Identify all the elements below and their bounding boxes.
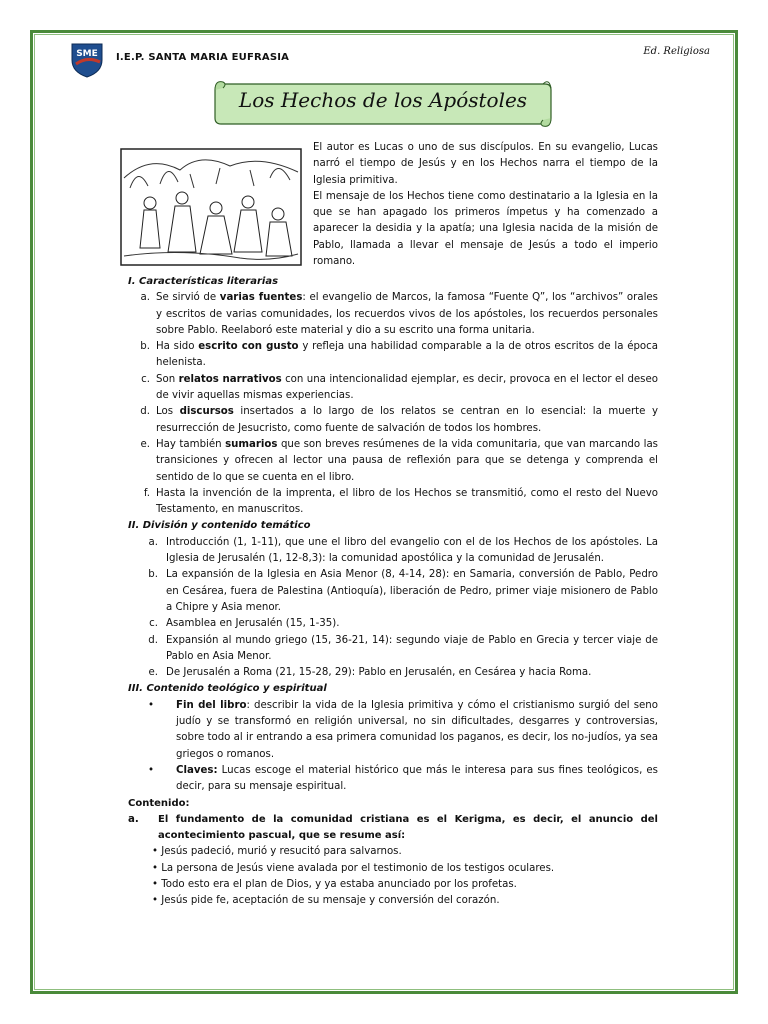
list-item bbox=[128, 486, 658, 519]
intro-text bbox=[313, 140, 658, 270]
item-text: De Jerusalén a Roma (21, 15-28, 29): Pablo en Jerusalén, en Cesárea y hacia Roma. bbox=[166, 667, 592, 679]
list-item bbox=[128, 567, 658, 616]
item-label: a. bbox=[140, 292, 150, 304]
item-text: La expansión de la Iglesia en Asia Menor (8, 4-14, 28): en Samaria, conversión de Pablo, Pedro en Cesárea, fuera de Palestina (Antioquía), liberación de Pedro, primer viaje misionero de Pablo a Chipre y Asia menor. bbox=[166, 569, 658, 613]
item-label: e. bbox=[148, 667, 158, 679]
contenido-heading: Contenido: bbox=[128, 797, 190, 809]
list-item bbox=[128, 812, 658, 845]
item-label: d. bbox=[140, 406, 150, 418]
item-text: Se sirvió de varias fuentes: el evangelio de Marcos, la famosa “Fuente Q”, los “archivos” orales y escritos de varias comunidades, los recuerdos vivos de los apóstoles, los recuerdos personales sobre Pablo. Reelaboró este material y dio a su escrito una forma unitaria. bbox=[156, 292, 658, 336]
section-heading: I. Características literarias bbox=[128, 276, 279, 287]
item-text: Hasta la invención de la imprenta, el libro de los Hechos se transmitió, como el resto del Nuevo Testamento, en manuscritos. bbox=[156, 487, 658, 516]
school-name: I.E.P. SANTA MARIA EUFRASIA bbox=[116, 52, 290, 63]
item-text: Los discursos insertados a lo largo de los relatos se centran en lo esencial: la muerte y resurrección de Jesucristo, como fuente de salvación de todos los hombres. bbox=[156, 406, 658, 434]
kerigma-point: • Jesús pide fe, aceptación de su mensaje y conversión del corazón. bbox=[152, 895, 500, 907]
list-item bbox=[128, 437, 658, 486]
item-text: Claves: Lucas escoge el material histórico que más le interesa para sus fines teológicos, es decir, para su mensaje espiritual. bbox=[176, 764, 658, 793]
list-item bbox=[128, 633, 658, 666]
item-label: f. bbox=[143, 487, 150, 499]
item-label: a. bbox=[148, 536, 158, 548]
item-label: b. bbox=[148, 569, 158, 581]
item-label: c. bbox=[141, 373, 150, 385]
kerigma-point: • Jesús padeció, murió y resucitó para salvarnos. bbox=[152, 846, 402, 858]
section-heading: II. División y contenido temático bbox=[128, 520, 311, 532]
item-label: b. bbox=[140, 341, 150, 353]
list-item bbox=[128, 404, 658, 437]
apostles-illustration bbox=[120, 148, 302, 266]
list-item bbox=[128, 535, 658, 568]
intro-paragraph: El autor es Lucas o uno de sus discípulos. En su evangelio, Lucas narró el tiempo de Jesús y en los Hechos narra el tiempo de la Iglesia primitiva. bbox=[313, 142, 658, 186]
list-item bbox=[128, 698, 658, 763]
item-text: Expansión al mundo griego (15, 36-21, 14): segundo viaje de Pablo en Grecia y tercer viaje de Pablo en Asia Menor. bbox=[166, 634, 658, 662]
subject-label: Ed. Religiosa bbox=[643, 46, 710, 57]
item-text: El fundamento de la comunidad cristiana es el Kerigma, es decir, el anuncio del acontecimiento pascual, que se resume así: bbox=[158, 813, 658, 842]
page-title: Los Hechos de los Apóstoles bbox=[238, 88, 528, 112]
item-label: e. bbox=[140, 438, 150, 450]
list-item bbox=[128, 763, 658, 796]
list-item bbox=[128, 372, 658, 405]
document-body bbox=[128, 274, 658, 910]
item-label: c. bbox=[149, 618, 158, 630]
svg-text:SME: SME bbox=[76, 49, 98, 59]
bullet-icon: • bbox=[147, 699, 154, 711]
item-text: Introducción (1, 1-11), que une el libro del evangelio con el de los Hechos de los apóstoles. La Iglesia de Jerusalén (1, 12-8,3): la comunidad apostólica y la comunidad de Jerusalén. bbox=[166, 536, 658, 565]
kerigma-point: • La persona de Jesús viene avalada por el testimonio de los testigos oculares. bbox=[152, 862, 555, 874]
list-item bbox=[128, 665, 658, 681]
list-item bbox=[128, 290, 658, 339]
item-text: Asamblea en Jerusalén (15, 1-35). bbox=[166, 618, 340, 630]
bullet-icon: • bbox=[147, 764, 154, 776]
section-heading: III. Contenido teológico y espiritual bbox=[128, 683, 327, 695]
item-label: a. bbox=[128, 813, 139, 825]
item-text: Fin del libro: describir la vida de la Iglesia primitiva y cómo el cristianismo surgió del seno judío y se transformó en religión universal, no sin dificultades, desgarres y controversias, sobre todo al ir entrando a esa primera comunidad los paganos, es decir, los no-judíos, ya sea griegos o romanos. bbox=[176, 699, 658, 760]
item-label: d. bbox=[148, 634, 158, 646]
item-text: Son relatos narrativos con una intencionalidad ejemplar, es decir, provoca en el lector el deseo de vivir aquellas mismas experiencias. bbox=[156, 373, 658, 402]
item-text: Hay también sumarios que son breves resúmenes de la vida comunitaria, que van marcando las transiciones y ofrecen al lector una pausa de reflexión para que se detenga y comprenda el sentido de lo que se cuenta en el libro. bbox=[156, 438, 658, 483]
intro-paragraph: El mensaje de los Hechos tiene como destinatario a la Iglesia en la que se han apagado los primeros ímpetus y ha comenzado a aparecer la desidia y la apatía; una Iglesia nacida de la misión de Pablo, llamada a llevar el mensaje de Jesús a todo el imperio romano. bbox=[313, 190, 658, 268]
list-item bbox=[128, 339, 658, 372]
kerigma-point: • Todo esto era el plan de Dios, y ya estaba anunciado por los profetas. bbox=[152, 878, 517, 890]
school-logo-icon bbox=[70, 42, 104, 78]
list-item bbox=[128, 616, 658, 632]
item-text: Ha sido escrito con gusto y refleja una habilidad comparable a la de otros escritos de la época helenista. bbox=[156, 341, 659, 369]
